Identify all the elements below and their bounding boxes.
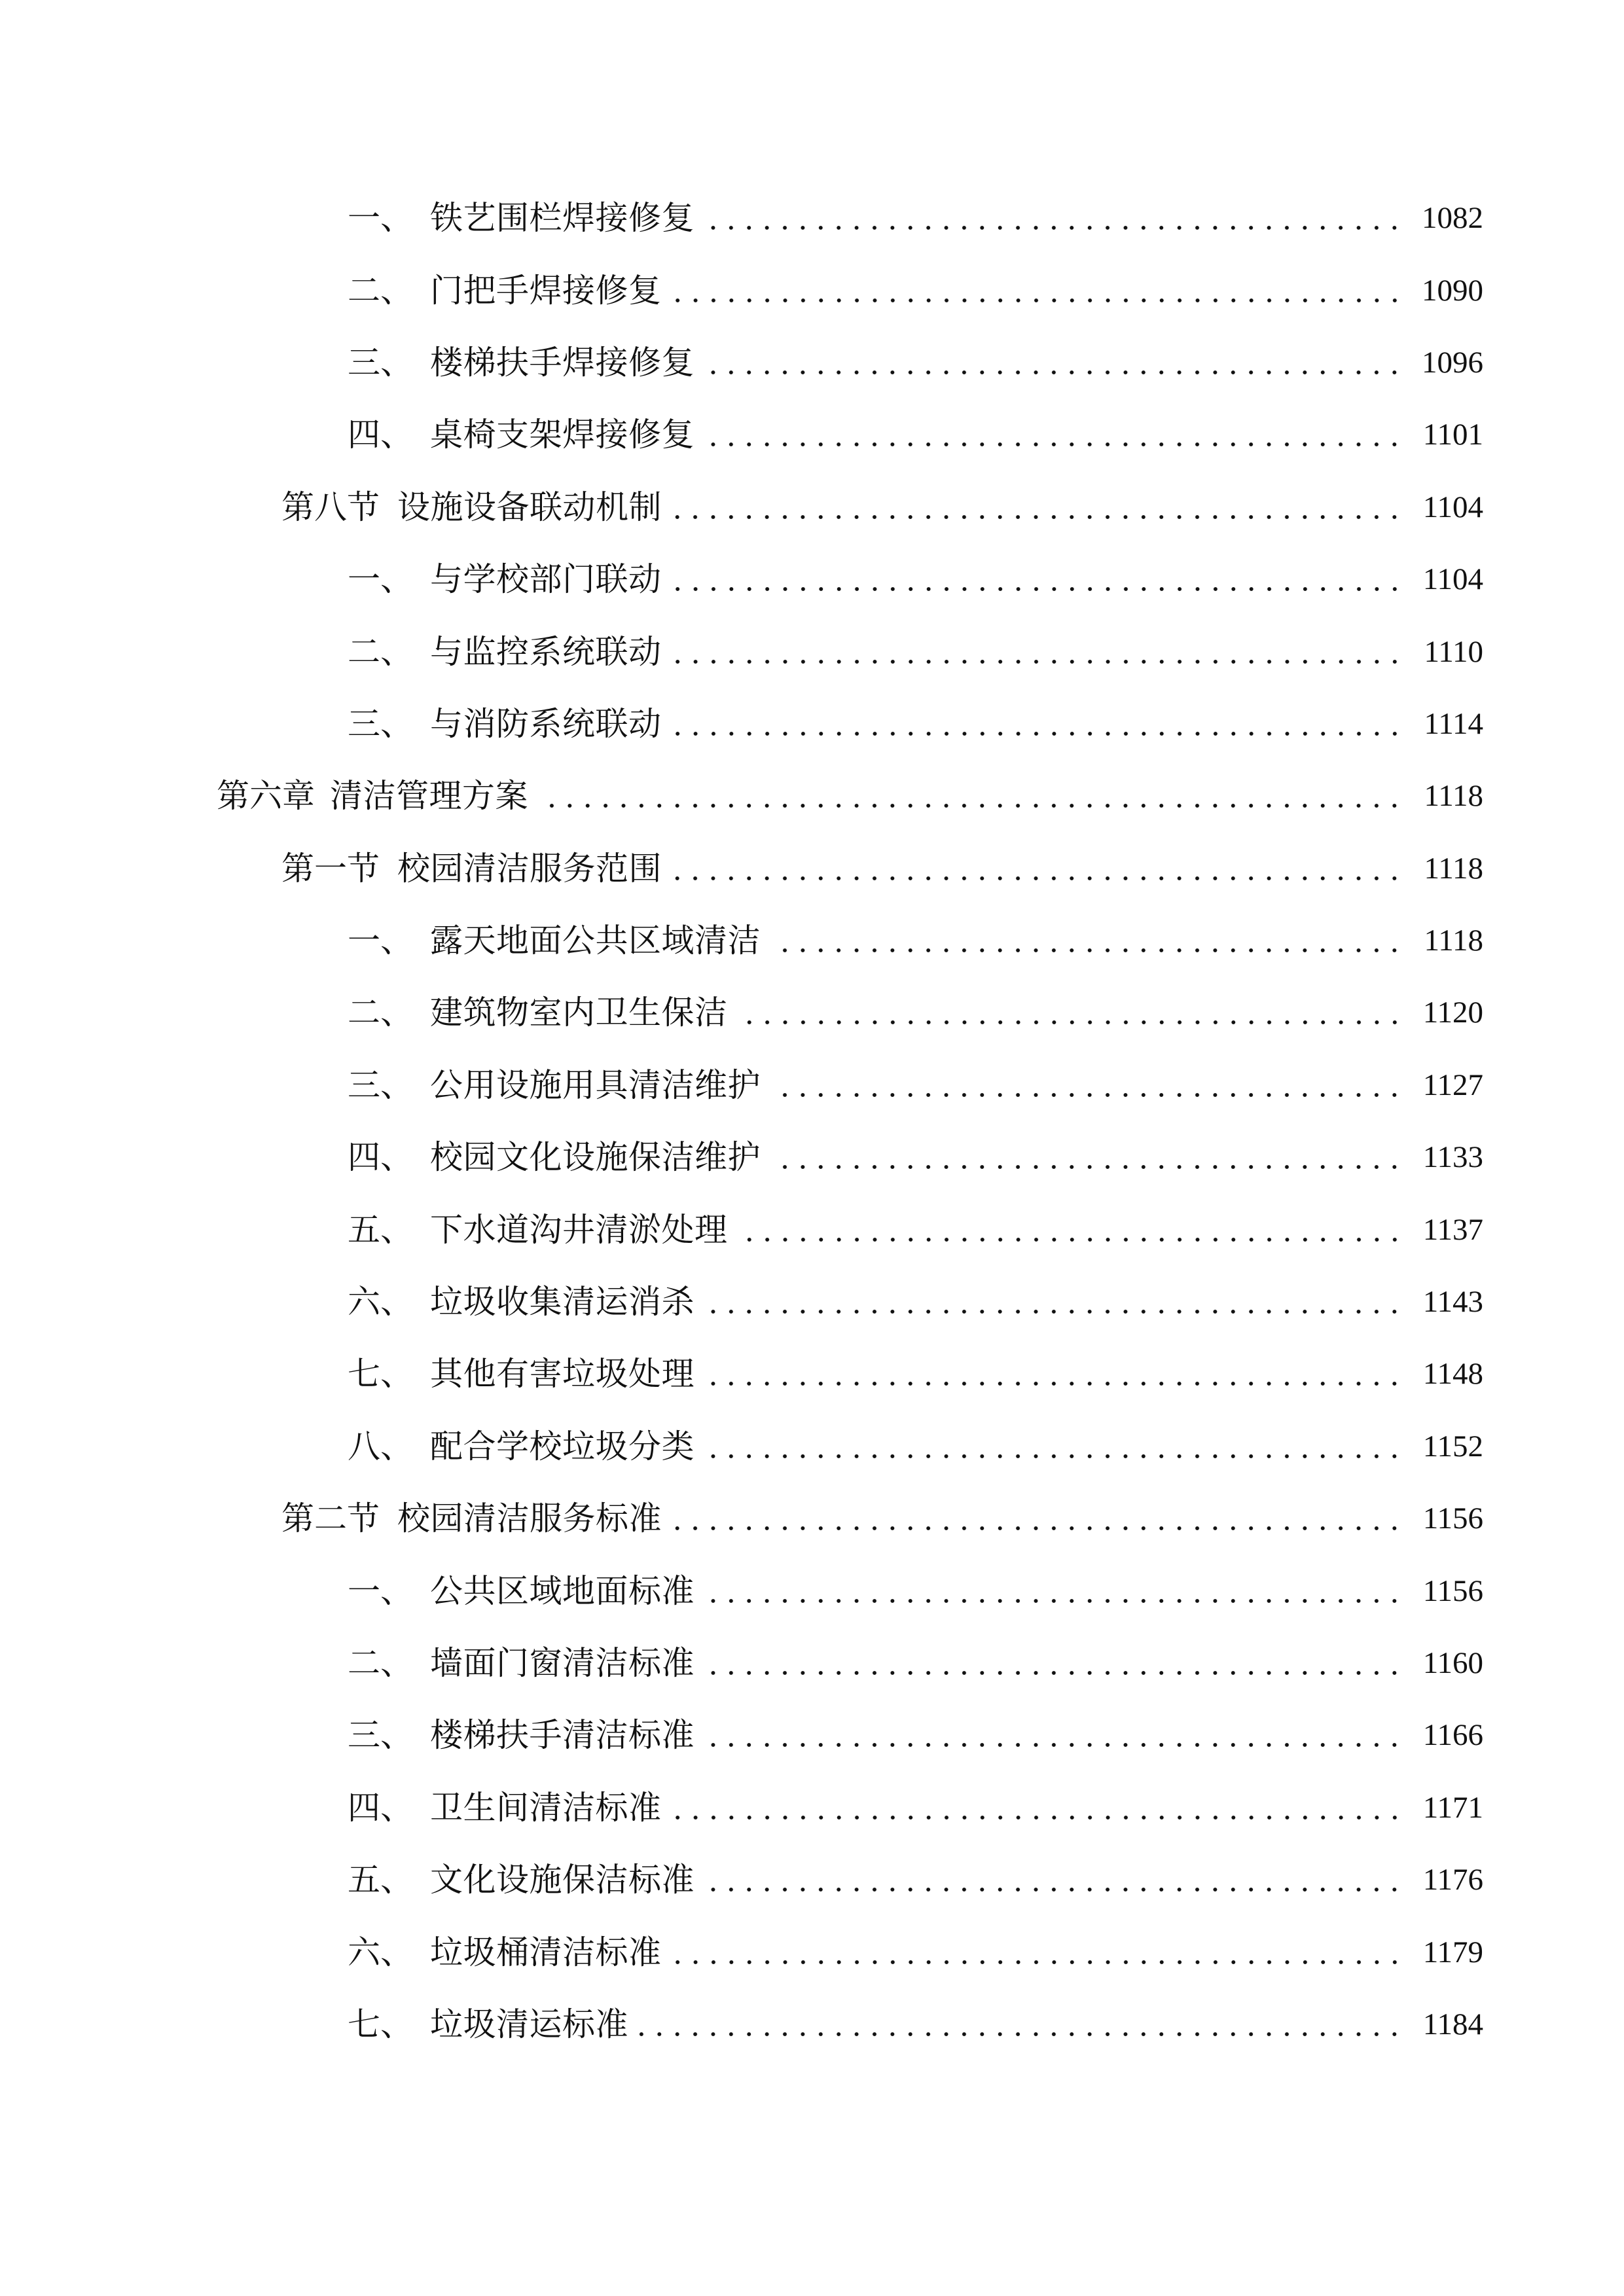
toc-entry-number: 四、	[348, 1789, 413, 1826]
toc-page-number: 1160	[1422, 1646, 1483, 1680]
dot-leader	[639, 2008, 1403, 2041]
toc-entry-title: 清洁管理方案	[330, 778, 528, 815]
toc-entry-number: 第二节	[281, 1500, 380, 1537]
toc-entry-item	[0, 1772, 1483, 1844]
toc-page-number: 1156	[1422, 1573, 1483, 1608]
toc-entry-chapter	[0, 760, 1483, 832]
toc-entry-number: 三、	[348, 1717, 413, 1754]
toc-entry-item	[0, 688, 1483, 760]
toc-entry-number: 二、	[348, 633, 413, 670]
toc-entry-number: 七、	[348, 2005, 413, 2043]
toc-entry-item	[0, 1049, 1483, 1121]
toc-page-number: 1137	[1422, 1212, 1483, 1247]
toc-entry-number: 七、	[348, 1355, 413, 1393]
toc-entry-title: 门把手焊接修复	[430, 272, 662, 309]
toc-entry-title: 校园清洁服务范围	[397, 850, 662, 887]
toc-entry-number: 三、	[348, 344, 413, 381]
toc-entry-item	[0, 1627, 1483, 1699]
toc-entry-title: 与学校部门联动	[430, 561, 662, 598]
dot-leader	[705, 1647, 1403, 1679]
toc-entry-number: 五、	[348, 1211, 413, 1248]
toc-entry-item	[0, 1410, 1483, 1482]
toc-entry-item	[0, 254, 1483, 326]
toc-entry-title: 铁艺围栏焊接修复	[430, 200, 695, 237]
dot-leader	[771, 924, 1403, 957]
dot-leader	[672, 274, 1404, 307]
toc-page-number: 1143	[1422, 1285, 1483, 1319]
toc-page-number: 1127	[1422, 1067, 1483, 1102]
toc-page-number: 1110	[1424, 634, 1483, 669]
toc-entry-item	[0, 543, 1483, 615]
toc-entry-title: 楼梯扶手焊接修复	[430, 344, 695, 381]
toc-entry-item	[0, 1554, 1483, 1626]
toc-entry-title: 文化设施保洁标准	[430, 1861, 695, 1899]
toc-page-number: 1171	[1422, 1790, 1483, 1825]
dot-leader	[539, 780, 1403, 812]
toc-entry-number: 四、	[348, 1139, 413, 1176]
toc-entry-item	[0, 1121, 1483, 1193]
toc-entry-title: 卫生间清洁标准	[430, 1789, 662, 1826]
toc-entry-number: 三、	[348, 1066, 413, 1103]
toc-entry-title: 垃圾清运标准	[430, 2005, 628, 2043]
toc-entry-item	[0, 1338, 1483, 1410]
dot-leader	[672, 1502, 1403, 1535]
toc-entry-item	[0, 1193, 1483, 1265]
dot-leader	[705, 1285, 1403, 1318]
toc-entry-title: 设施设备联动机制	[397, 488, 662, 526]
toc-entry-number: 二、	[348, 1645, 413, 1681]
toc-page-number: 1090	[1422, 273, 1483, 308]
toc-page-number: 1166	[1422, 1718, 1483, 1753]
toc-entry-item	[0, 905, 1483, 977]
toc-page-number: 1133	[1422, 1140, 1483, 1175]
toc-entry-number: 二、	[348, 994, 413, 1031]
toc-entry-number: 四、	[348, 416, 413, 454]
toc-entry-number: 六、	[348, 1933, 413, 1971]
dot-leader	[672, 852, 1403, 885]
dot-leader	[705, 1863, 1403, 1896]
toc-entry-title: 垃圾收集清运消杀	[430, 1283, 695, 1321]
toc-entry-title: 校园文化设施保洁维护	[430, 1139, 761, 1176]
toc-entry-title: 建筑物室内卫生保洁	[430, 994, 728, 1031]
toc-entry-section	[0, 833, 1483, 905]
toc-entry-item	[0, 1988, 1483, 2060]
dot-leader	[672, 563, 1404, 596]
dot-leader	[705, 1430, 1403, 1463]
toc-entry-number: 八、	[348, 1427, 413, 1465]
dot-leader	[672, 636, 1404, 668]
dot-leader	[672, 1791, 1404, 1824]
toc-page-number: 1082	[1422, 201, 1483, 236]
dot-leader	[672, 1936, 1404, 1969]
toc-page-number: 1176	[1422, 1863, 1483, 1897]
dot-leader	[705, 1357, 1403, 1390]
toc-entry-item	[0, 1699, 1483, 1771]
toc-entry-number: 第六章	[217, 778, 315, 815]
toc-entry-title: 校园清洁服务标准	[397, 1500, 662, 1537]
dot-leader	[705, 1575, 1403, 1607]
toc-page-number: 1179	[1422, 1935, 1483, 1969]
toc-entry-title: 墙面门窗清洁标准	[430, 1645, 695, 1681]
toc-entry-title: 与监控系统联动	[430, 633, 662, 670]
toc-page-number: 1184	[1422, 2007, 1483, 2041]
toc-page-number: 1152	[1422, 1429, 1483, 1463]
toc-entry-title: 与消防系统联动	[430, 705, 662, 742]
toc-list	[0, 182, 1483, 2060]
toc-entry-item	[0, 327, 1483, 399]
toc-entry-number: 六、	[348, 1283, 413, 1321]
dot-leader	[738, 996, 1404, 1029]
toc-entry-number: 一、	[348, 561, 413, 598]
toc-page-number: 1120	[1422, 996, 1483, 1030]
toc-entry-item	[0, 615, 1483, 687]
toc-page-number: 1118	[1424, 779, 1483, 814]
toc-entry-item	[0, 182, 1483, 254]
toc-entry-title: 公用设施用具清洁维护	[430, 1066, 761, 1103]
toc-entry-number: 三、	[348, 705, 413, 742]
toc-entry-number: 二、	[348, 272, 413, 309]
toc-entry-number: 一、	[348, 922, 413, 960]
toc-entry-item	[0, 1844, 1483, 1916]
toc-entry-title: 垃圾桶清洁标准	[430, 1933, 662, 1971]
toc-entry-item	[0, 1916, 1483, 1988]
toc-page-number: 1101	[1422, 418, 1483, 452]
toc-entry-title: 露天地面公共区域清洁	[430, 922, 761, 960]
toc-entry-title: 下水道沟井清淤处理	[430, 1211, 728, 1248]
toc-entry-item	[0, 1266, 1483, 1338]
toc-entry-number: 第八节	[281, 488, 380, 526]
toc-page-number: 1104	[1422, 490, 1483, 524]
toc-entry-item	[0, 977, 1483, 1049]
dot-leader	[771, 1069, 1403, 1102]
dot-leader	[771, 1141, 1403, 1174]
dot-leader	[705, 346, 1403, 379]
toc-page-number: 1148	[1422, 1357, 1483, 1391]
toc-entry-section	[0, 1482, 1483, 1554]
dot-leader	[705, 418, 1403, 451]
toc-entry-title: 公共区域地面标准	[430, 1572, 695, 1609]
toc-page-number: 1114	[1424, 706, 1483, 741]
toc-entry-number: 第一节	[281, 850, 380, 887]
toc-entry-title: 其他有害垃圾处理	[430, 1355, 695, 1393]
toc-page-number: 1104	[1422, 562, 1483, 597]
toc-entry-number: 一、	[348, 200, 413, 237]
toc-page-number: 1118	[1424, 851, 1483, 886]
toc-page-number: 1096	[1422, 345, 1483, 380]
toc-entry-title: 桌椅支架焊接修复	[430, 416, 695, 454]
toc-page-number: 1118	[1424, 924, 1483, 958]
toc-entry-title: 楼梯扶手清洁标准	[430, 1717, 695, 1754]
toc-entry-title: 配合学校垃圾分类	[430, 1427, 695, 1465]
dot-leader	[672, 491, 1403, 524]
toc-entry-item	[0, 399, 1483, 471]
dot-leader	[705, 202, 1403, 234]
dot-leader	[738, 1213, 1404, 1246]
dot-leader	[705, 1719, 1403, 1751]
dot-leader	[672, 708, 1404, 740]
toc-page-number: 1156	[1422, 1501, 1483, 1536]
toc-entry-number: 五、	[348, 1861, 413, 1899]
toc-entry-section	[0, 471, 1483, 543]
toc-entry-number: 一、	[348, 1572, 413, 1609]
